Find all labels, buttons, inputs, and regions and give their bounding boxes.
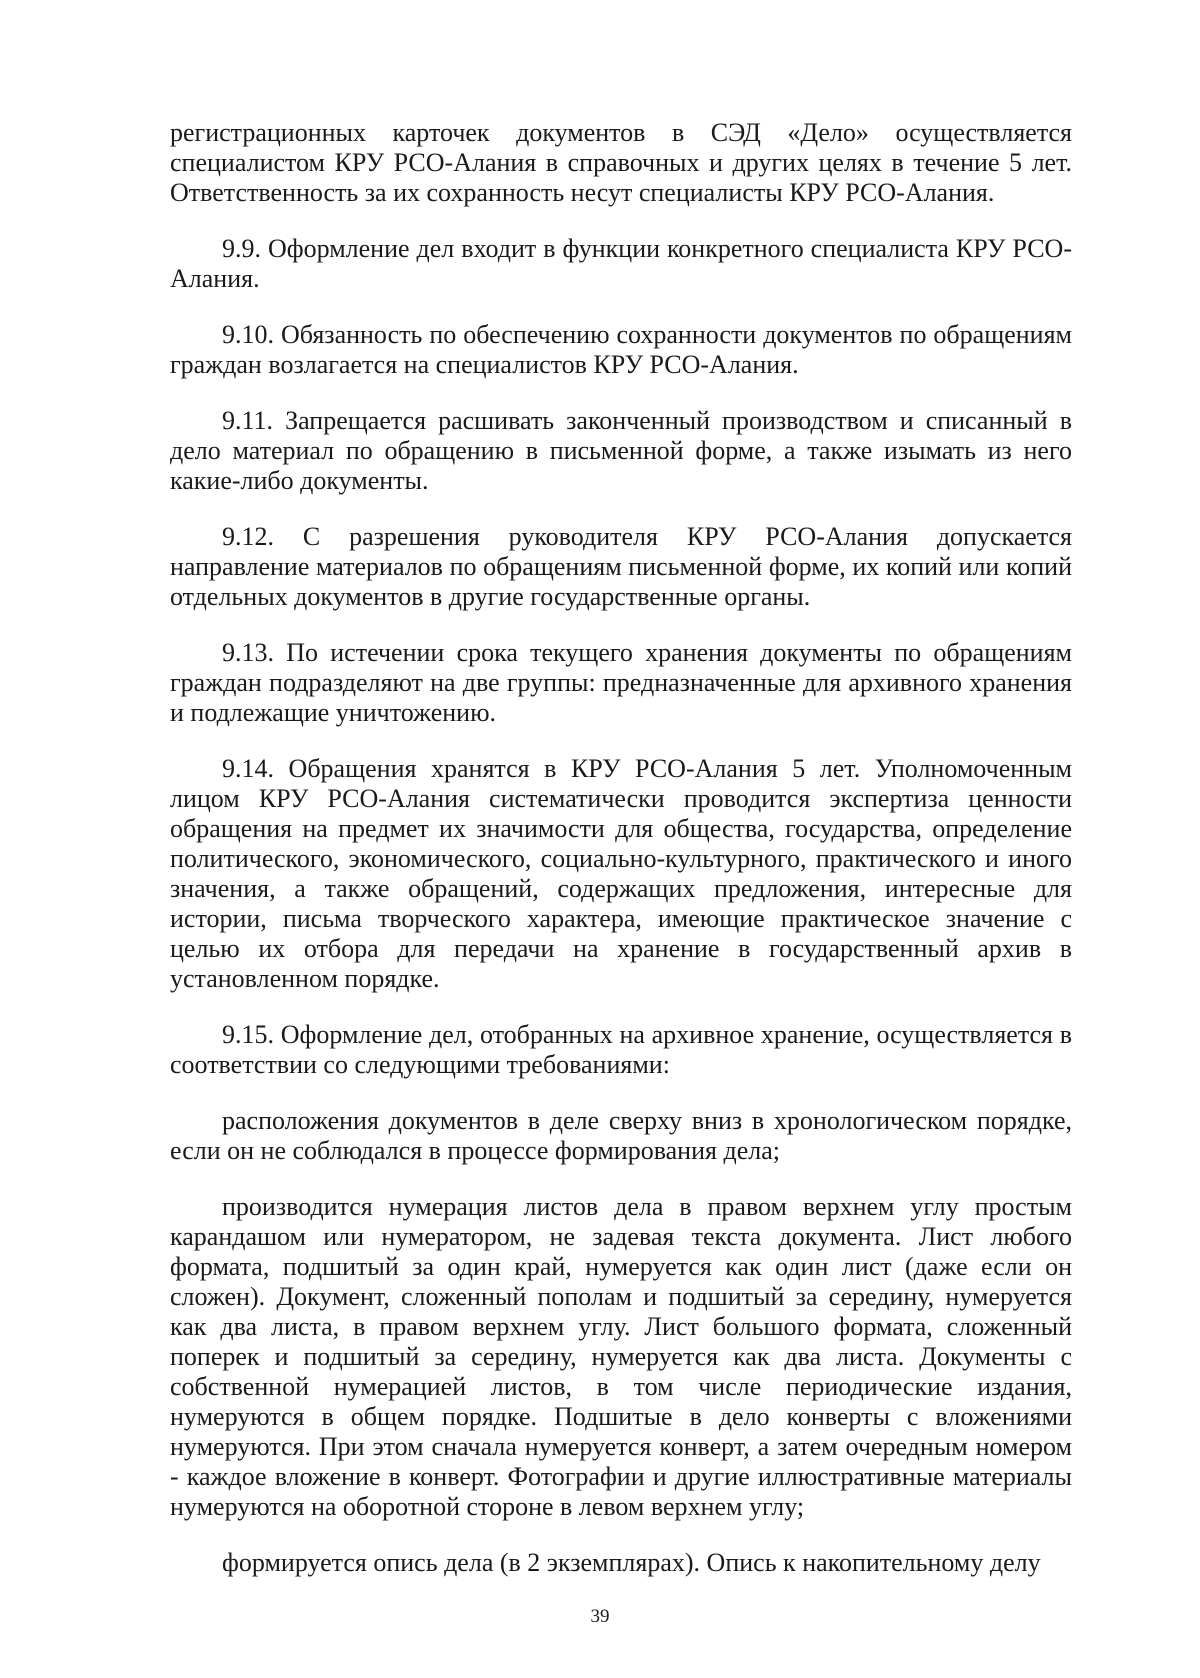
paragraph-9-12: 9.12. С разрешения руководителя КРУ РСО-Алания допускается направление материалов по обращениям письменной форме, их копий или копий отдельных документов в другие государственные органы. bbox=[170, 522, 1072, 611]
paragraph-9-15: 9.15. Оформление дел, отобранных на архивное хранение, осуществляется в соответствии со следующими требованиями: bbox=[170, 1020, 1072, 1079]
paragraph-9-10: 9.10. Обязанность по обеспечению сохранности документов по обращениям граждан возлагается на специалистов КРУ РСО-Алания. bbox=[170, 320, 1072, 379]
paragraph-requirement-numbering: производится нумерация листов дела в правом верхнем углу простым карандашом или нумератором, не задевая текста документа. Лист любого формата, подшитый за один край, нумеруется как один лист (даже если он сложен). Документ, сложенный пополам и подшитый за середину, нумеруется как два листа, в правом верхнем углу. Лист большого формата, сложенный поперек и подшитый за середину, нумеруется как два листа. Документы с собственной нумерацией листов, в том числе периодические издания, нумеруются в общем порядке. Подшитые в дело конверты с вложениями нумеруются. При этом сначала нумеруется конверт, а затем очередным номером - каждое вложение в конверт. Фотографии и другие иллюстративные материалы нумеруются на оборотной стороне в левом верхнем углу; bbox=[170, 1192, 1072, 1521]
paragraph-9-11: 9.11. Запрещается расшивать законченный производством и списанный в дело материал по обращению в письменной форме, а также изымать из него какие-либо документы. bbox=[170, 406, 1072, 495]
paragraph-requirement-order: расположения документов в деле сверху вниз в хронологическом порядке, если он не соблюдался в процессе формирования дела; bbox=[170, 1106, 1072, 1165]
document-body bbox=[170, 118, 1072, 1604]
paragraph-9-9: 9.9. Оформление дел входит в функции конкретного специалиста КРУ РСО-Алания. bbox=[170, 234, 1072, 293]
page-number: 39 bbox=[590, 1606, 610, 1627]
paragraph-9-14: 9.14. Обращения хранятся в КРУ РСО-Алания 5 лет. Уполномоченным лицом КРУ РСО-Алания систематически проводится экспертиза ценности обращения на предмет их значимости для общества, государства, определение политического, экономического, социально-культурного, практического и иного значения, а также обращений, содержащих предложения, интересные для истории, письма творческого характера, имеющие практическое значение с целью их отбора для передачи на хранение в государственный архив в установленном порядке. bbox=[170, 754, 1072, 993]
paragraph-9-13: 9.13. По истечении срока текущего хранения документы по обращениям граждан подразделяют на две группы: предназначенные для архивного хранения и подлежащие уничтожению. bbox=[170, 638, 1072, 727]
paragraph-continuation: регистрационных карточек документов в СЭД «Дело» осуществляется специалистом КРУ РСО-Алания в справочных и других целях в течение 5 лет. Ответственность за их сохранность несут специалисты КРУ РСО-Алания. bbox=[170, 118, 1072, 207]
paragraph-requirement-inventory: формируется опись дела (в 2 экземплярах). Опись к накопительному делу bbox=[222, 1548, 1041, 1577]
